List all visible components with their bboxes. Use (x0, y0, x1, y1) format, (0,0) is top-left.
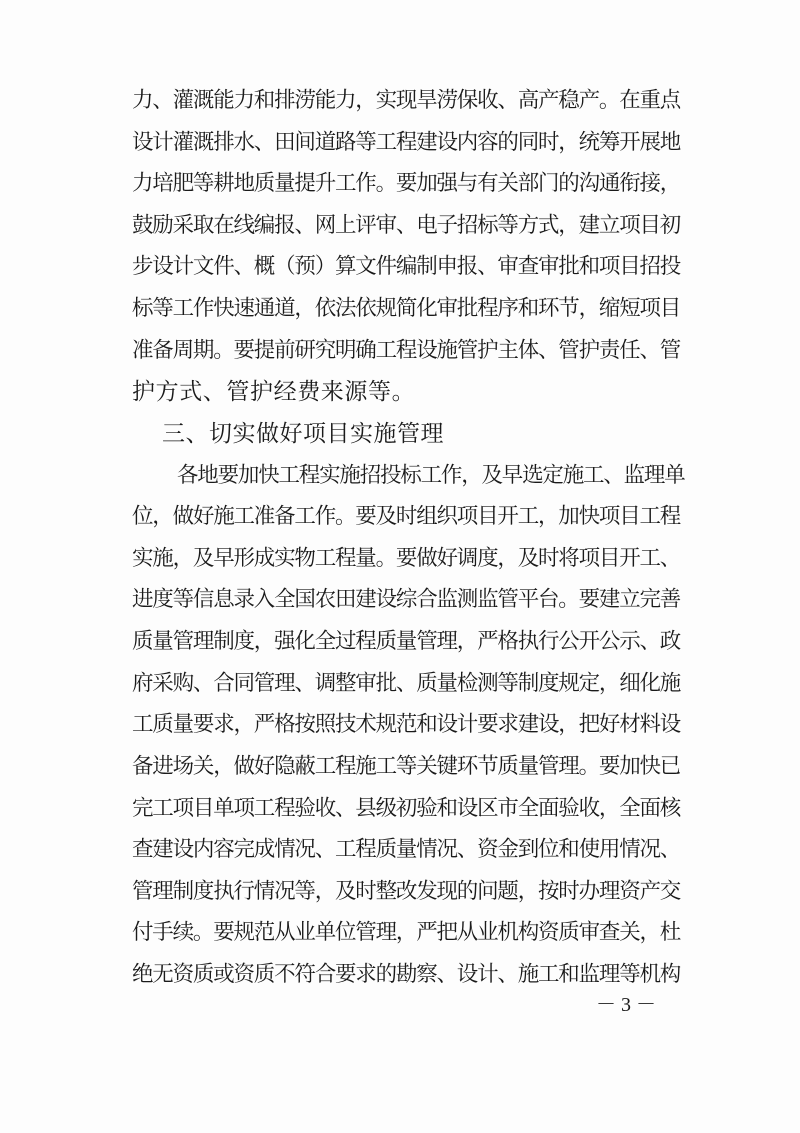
body-text-line: 府采购、合同管理、调整审批、质量检测等制度规定，细化施 (132, 671, 681, 696)
page-number: － 3 － (596, 994, 656, 1016)
body-text-line: 完工项目单项工程验收、县级初验和设区市全面验收，全面核 (132, 796, 681, 821)
body-text-line: 各地要加快工程实施招投标工作，及早选定施工、监理单 (177, 463, 685, 488)
body-text-line: 工质量要求，严格按照技术规范和设计要求建设，把好材料设 (132, 712, 681, 737)
body-text-line: 备进场关，做好隐蔽工程施工等关键环节质量管理。要加快已 (132, 754, 681, 779)
body-text-line: 进度等信息录入全国农田建设综合监测监管平台。要建立完善 (132, 587, 681, 612)
body-text-line: 查建设内容完成情况、工程质量情况、资金到位和使用情况、 (132, 837, 681, 862)
body-text-line: 标等工作快速通道，依法依规简化审批程序和环节，缩短项目 (132, 296, 681, 321)
body-text-line: 质量管理制度，强化全过程质量管理，严格执行公开公示、政 (132, 629, 681, 654)
body-text-line: 力、灌溉能力和排涝能力，实现旱涝保收、高产稳产。在重点 (132, 88, 681, 113)
body-text-line: 鼓励采取在线编报、网上评审、电子招标等方式，建立项目初 (132, 213, 681, 238)
body-text-line: 付手续。要规范从业单位管理，严把从业机构资质审查关，杜 (132, 920, 681, 945)
body-text-line: 力培肥等耕地质量提升工作。要加强与有关部门的沟通衔接， (132, 171, 681, 196)
body-text-line: 实施，及早形成实物工程量。要做好调度，及时将项目开工、 (132, 546, 681, 571)
body-text-line: 管理制度执行情况等，及时整改发现的问题，按时办理资产交 (132, 879, 681, 904)
body-text-line: 准备周期。要提前研究明确工程设施管护主体、管护责任、管 (132, 338, 681, 363)
body-text-line: 位，做好施工准备工作。要及时组织项目开工，加快项目工程 (132, 504, 681, 529)
body-text-line: 绝无资质或资质不符合要求的勘察、设计、施工和监理等机构 (132, 962, 681, 987)
body-text-line: 设计灌溉排水、田间道路等工程建设内容的同时，统筹开展地 (132, 130, 681, 155)
body-text-line: 步设计文件、概（预）算文件编制申报、审查审批和项目招投 (132, 254, 681, 279)
section-heading: 三、切实做好项目实施管理 (162, 421, 444, 447)
body-text-line: 护方式、管护经费来源等。 (132, 379, 416, 405)
